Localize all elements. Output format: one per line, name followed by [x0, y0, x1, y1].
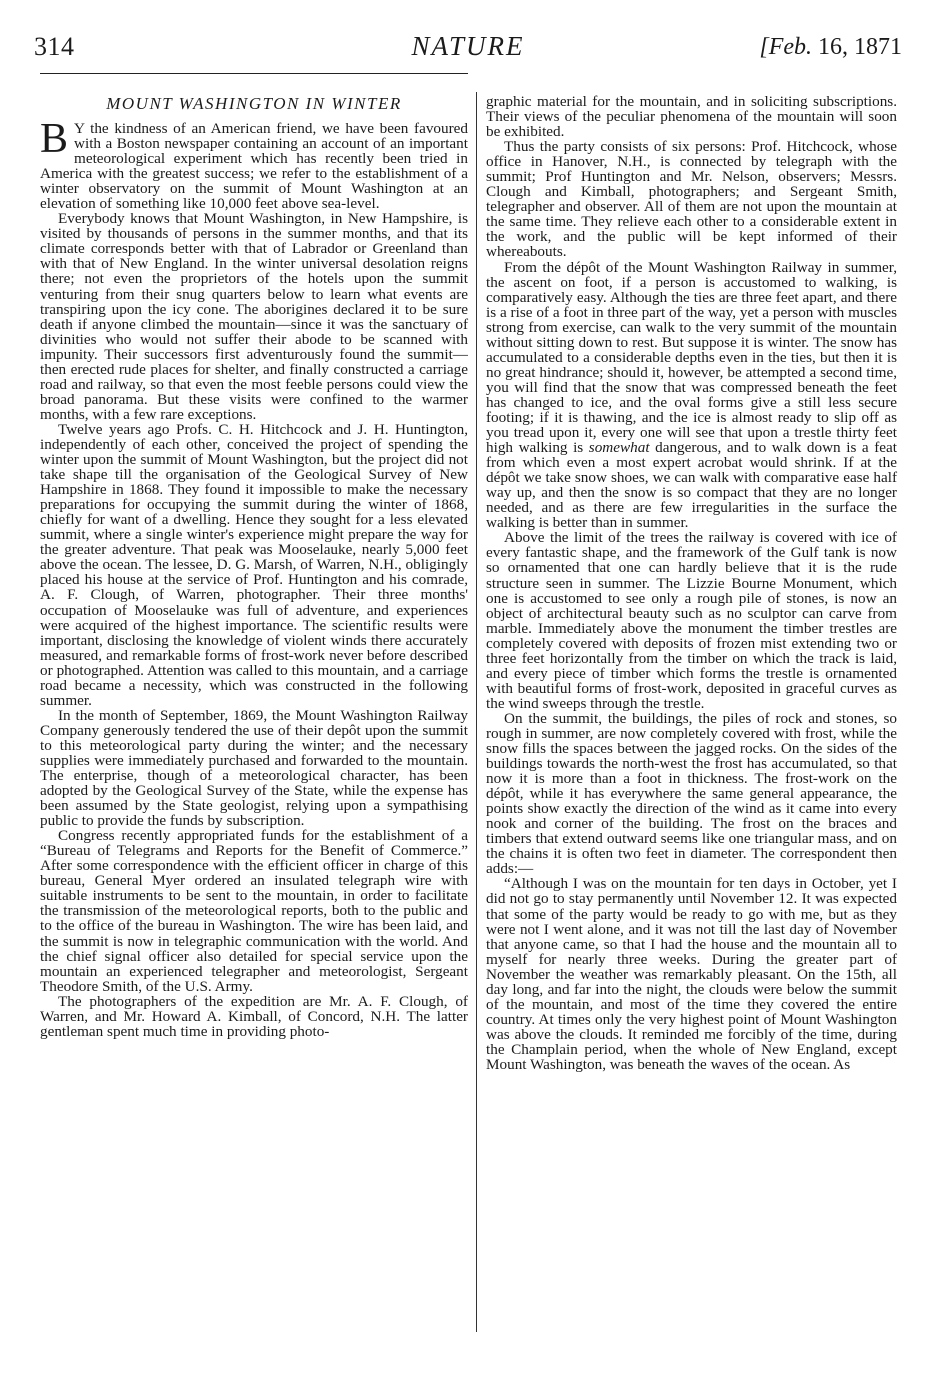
article-paragraph: Above the limit of the trees the railway is covered with ice of every fantastic shape, and the framework of the Gulf tank is now so ornamented that one can hardly believe that it is the rude structure seen in summer. The Lizzie Bourne Monument, which one is accustomed to see only a rough pile of stones, is now an object of architectural beauty such as no sculptor can carve from marble. Immediately above the monument the timber trestles are completely covered with deposits of frozen mist extending two or three feet horizontally from the timber on which the track is laid, and every piece of timber which forms the trestle is ornamented with beautiful forms of frost-work, deposited in graceful curves as the wind sweeps through the trestle. — [486, 529, 897, 712]
journal-title: NATURE — [411, 31, 525, 61]
article-paragraph — [40, 116, 468, 213]
header-rule — [40, 73, 468, 74]
article-paragraph: “Although I was on the mountain for ten days in October, yet I did not go to stay permanently until November 12. It was expected that some of the party would be ready to go with me, but as they were not I went alone, and it was not till the last day of November that anyone came, so that I had the house and the mountain all to myself for nearly three weeks. During the greater part of November the weather was remarkably pleasant. On the 15th, all day long, and far into the night, the clouds were below the summit of the mountain, and most of the time they covered the entire country. At times only the very highest point of Mount Washington was above the clouds. It reminded me forcibly of the time, during the Champlain period, when the whole of New England, except Mount Washington, was beneath the waves of the ocean. As — [486, 875, 897, 1073]
issue-date-bracket: [ — [759, 34, 769, 60]
paragraph-text: dangerous, and to walk down is a feat from which even a most expert acrobat would shrink. If at the dépôt we take snow shoes, we can walk with comparative ease half way up, and then the snow is so compact that they are no longer needed, and as there are few irregularities in the surface the walking is better than in summer. — [486, 439, 898, 532]
article-paragraph: The photographers of the expedition are Mr. A. F. Clough, of Warren, and Mr. Howard A. Kimball, of Concord, N.H. The latter gentleman spent much time in providing photo- — [40, 992, 468, 1040]
page-number: 314 — [34, 32, 75, 61]
issue-date-day-year: 16, 1871 — [818, 34, 902, 60]
article-paragraph-continued: graphic material for the mountain, and in soliciting subscriptions. Their views of the peculiar phenomena of the mountain will soon be exhibited. — [486, 93, 897, 141]
issue-date — [759, 32, 902, 62]
article-paragraph: Thus the party consists of six persons: Prof. Hitchcock, whose office in Hanover, N.H., is connected by telegraph with the summit; Prof Huntington and Mr. Nelson, observers; Messrs. Clough and Kimball, photographers; and Sergeant Smith, telegrapher and observer. All of them are not upon the mountain at the same time. They relieve each other to a considerable extent in the work, and the public will be kept informed of their whereabouts. — [486, 138, 897, 261]
article-paragraph: Everybody knows that Mount Washington, in New Hampshire, is visited by thousands of persons in the summer months, and that its climate corresponds better with that of Labrador or Greenland than with that of New England. In the winter universal desolation reigns there; not even the proprietors of the hotels upon the summit venturing from their snug quarters below to learn what events are transpiring upon the icy cone. The aborigines declared it to be sure death if anyone climbed the mountain—since it was the sanctuary of divinities who would not suffer their abode to be scanned with impunity. Their successors first adventurously found the summit—then erected rude places for shelter, and finally constructed a carriage road and railway, so that even the most feeble persons could view the broad panorama. But these visits were confined to the warmer months, with a few rare exceptions. — [40, 210, 468, 423]
emphasis-text: somewhat — [588, 439, 650, 457]
article-paragraph: On the summit, the buildings, the piles of rock and stones, so rough in summer, are now completely covered with frost, while the snow fills the spaces between the jagged rocks. On the sides of the buildings towards the north-west the frost has accumulated, so that now it is more than a foot in thickness. The frost-work on the dépôt, while it has everywhere the same general appearance, the points show exactly the direction of the wind as it came into every nook and corner of the building. The frost on the braces and timbers that extend outward seems like one triangular mass, and on the chains it is often two feet in diameter. The correspondent then adds:— — [486, 709, 897, 878]
paragraph-text: Y the kindness of an American friend, we have been favoured with a Boston newspaper containing an account of an important meteorological experiment which has recently been tried in America with the greatest success; we refer to the establishment of a winter observatory on the summit of Mount Washington at an elevation of something like 10,000 feet above sea-level. — [40, 120, 468, 213]
page-header — [34, 24, 902, 68]
paragraph-text: From the dépôt of the Mount Washington Railway in summer, the ascent on foot, if a person is accustomed to walking, is comparatively easy. Although the ties are three feet apart, and there is a rise of a foot in three part of the way, yet a person with muscles strong from exercise, can walk to the very summit of the mountain without sitting down to rest. But suppose it is winter. The snow has accumulated to a considerable depths even in the ties, but then it is no great hindrance; should it, however, be attempted a second time, you will find that the snow that was compressed beneath the feet has changed to ice, and the oval forms give a still less secure footing; if it is thawing, and the ice is almost ready to slip off as you tread upon it, every one will see that upon a trestle thirty feet high walking is — [486, 258, 897, 457]
left-column — [40, 94, 468, 1039]
article-title: MOUNT WASHINGTON IN WINTER — [106, 94, 402, 113]
article-paragraph — [486, 260, 897, 531]
right-column — [486, 94, 897, 1072]
column-divider — [476, 92, 477, 1332]
article-paragraph: In the month of September, 1869, the Mount Washington Railway Company generously tendered the use of their depôt upon the summit to this meteorological party during the winter; and the necessary supplies were immediately purchased and forwarded to the mountain. The enterprise, though of a meteorological character, has been adopted by the Geological Survey of the State, while the expense has been assumed by the State geologist, relying upon a sympathising public to provide the funds by subscription. — [40, 706, 468, 830]
drop-cap: B — [40, 116, 69, 162]
issue-date-month: Feb. — [768, 34, 812, 60]
article-paragraph: Twelve years ago Profs. C. H. Hitchcock and J. H. Huntington, independently of each other, conceived the project of spending the winter upon the summit of Mount Washington, but the project did not take shape till the organisation of the Geological Survey of New Hampshire in 1868. They found it impossible to make the necessary preparations for occupying the summit during the winter of 1868, chiefly for want of a dwelling. Hence they sought for a less elevated summit, where a single winter's experience might prepare the way for the greater adventure. That peak was Mooselauke, nearly 5,000 feet above the ocean. The lessee, D. G. Marsh, of Warren, N.H., obligingly placed his house at the service of Prof. Huntington and his comrade, A. F. Clough, of Warren, photographer. Their three months' occupation of Mooselauke was full of adventure, and experiences were acquired of the highest importance. The scientific results were important, disclosing the knowledge of violent winds there accurately measured, and remarkable forms of frost-work never before described or photographed. Attention was called to this mountain, and a carriage road became a necessity, which was constructed in the following summer. — [40, 420, 468, 709]
article-paragraph: Congress recently appropriated funds for the establishment of a “Bureau of Telegrams and Reports for the Benefit of Commerce.” After some correspondence with the efficient officer in charge of this bureau, General Myer ordered an insulated telegraph wire with suitable instruments to be sent to the mountain, in order to facilitate the transmission of the meteorological reports, both to the public and to the office of the bureau in Washington. The wire has been laid, and the summit is now in telegraphic communication with the world. And the chief signal officer also detailed for special service upon the mountain an experienced telegrapher and meteorologist, Sergeant Theodore Smith, of the U.S. Army. — [40, 827, 468, 995]
